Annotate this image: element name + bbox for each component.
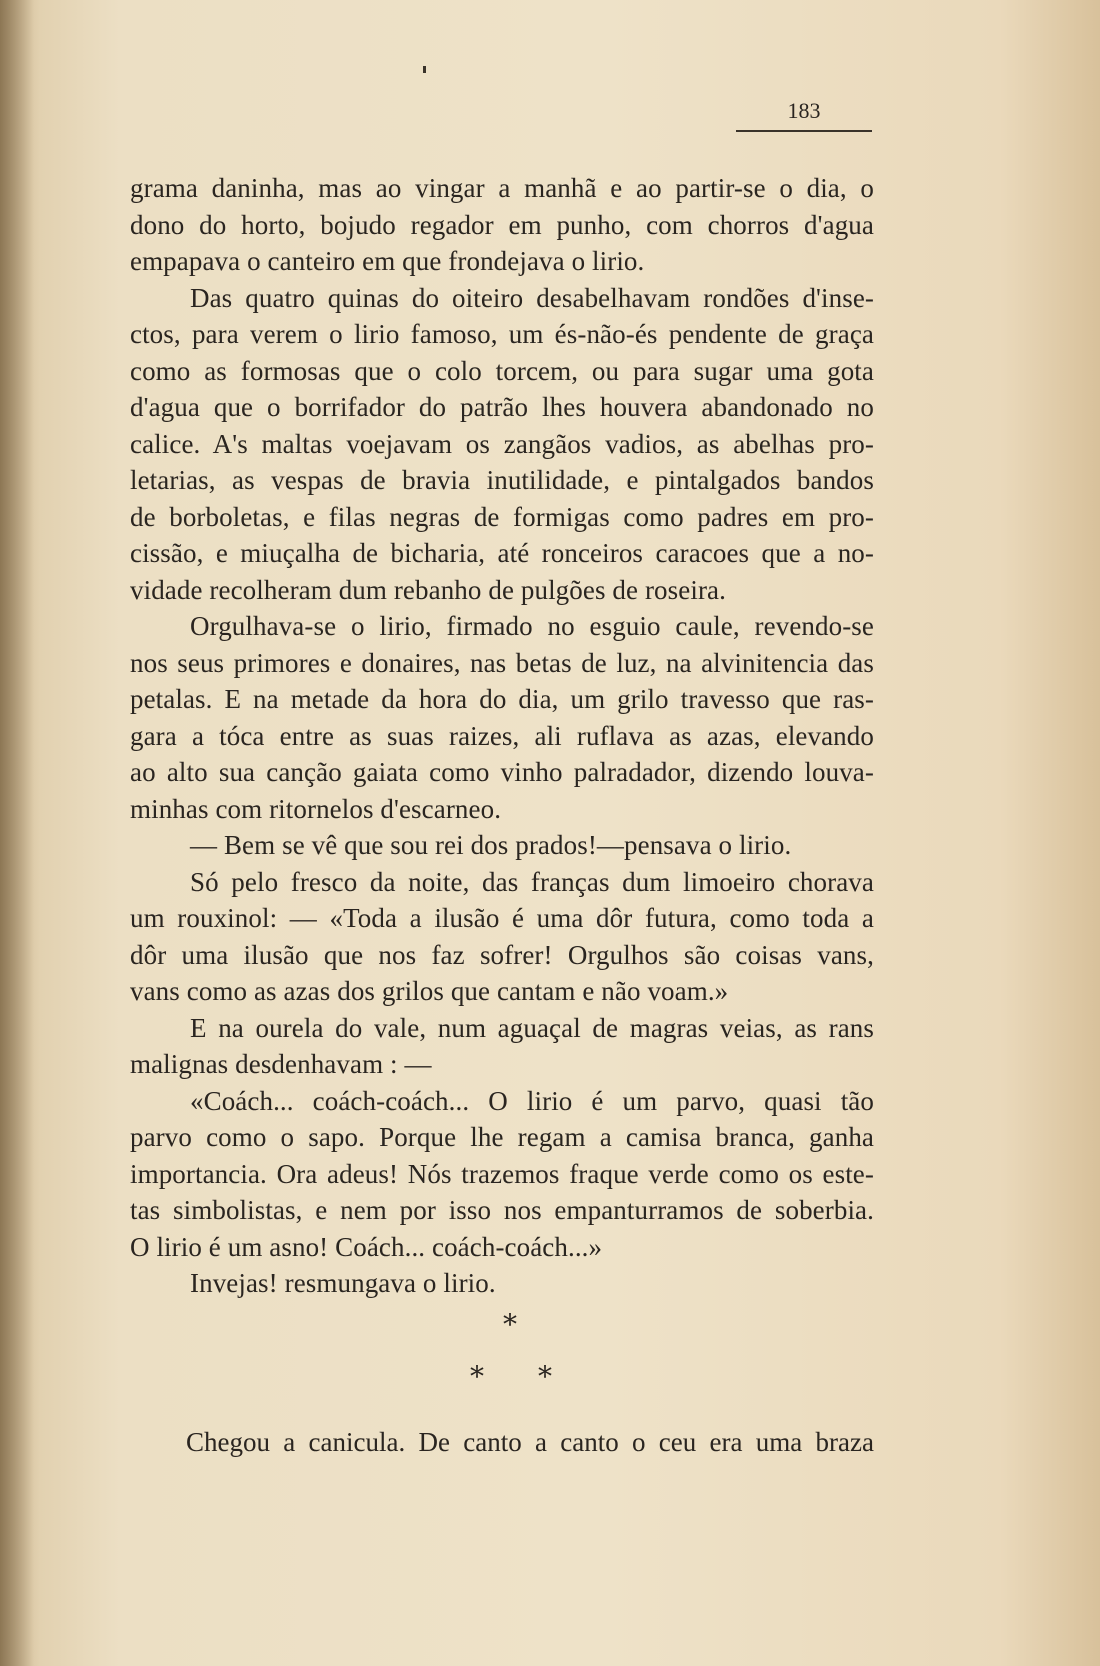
text-line: vans como as azas dos grilos que cantam e não voam.» [130,976,729,1006]
text-line: letarias, as vespas de bravia inutilidade, e pintalgados bandos [130,465,874,495]
text-line: grama daninha, mas ao vingar a manhã e ao partir-se o dia, o [130,173,874,203]
text-line: Orgulhava-se o lirio, firmado no esguio caule, revendo-se [190,611,874,641]
binding-shadow [0,0,34,1666]
text-line: O lirio é um asno! Coách... coách-coách...» [130,1231,603,1262]
ink-mark [423,66,426,73]
text-line: — Bem se vê que sou rei dos prados!—pensava o lirio. [190,830,792,860]
text-line: Das quatro quinas do oiteiro desabelhavam rondões d'inse- [190,282,874,313]
text-line: E na ourela do vale, num aguaçal de magras veias, as rans [190,1012,874,1043]
text-line: nos seus primores e donaires, nas betas de luz, na alvinitencia das [130,647,874,678]
text-line: d'agua que o borrifador do patrão lhes houvera abandonado no [130,392,874,422]
body-text [130,170,874,1302]
text-line: Invejas! resmungava o lirio. [190,1268,496,1298]
text-line: tas simbolistas, e nem por isso nos empanturramos de soberbia. [130,1195,874,1225]
text-line: petalas. E na metade da hora do dia, um grilo travesso que ras- [130,684,874,714]
text-line: calice. A's maltas voejavam os zangãos vadios, as abelhas pro- [130,428,874,459]
text-line: gara a tóca entre as suas raizes, ali ruflava as azas, elevando [130,720,874,751]
text-line: importancia. Ora adeus! Nós trazemos fraque verde como os este- [130,1158,874,1189]
text-line: de borboletas, e filas negras de formigas como padres em pro- [130,501,874,532]
text-line: dono do horto, bojudo regador em punho, com chorros d'agua [130,209,874,240]
text-line: ao alto sua canção gaiata como vinho palradador, dizendo louva- [130,757,874,787]
text-line: um rouxinol: — «Toda a ilusão é uma dôr futura, como toda a [130,903,874,933]
text-line: vidade recolheram dum rebanho de pulgões de roseira. [130,574,726,605]
text-line: malignas desdenhavam : — [130,1049,432,1079]
text-line: empapava o canteiro em que frondejava o lirio. [130,246,645,276]
text-line: como as formosas que o colo torcem, ou para sugar uma gota [130,355,874,386]
final-text-line: Chegou a canicula. De canto a canto o ceu era uma braza [186,1427,874,1457]
text-line: cissão, e miuçalha de bicharia, até ronceiros caracoes que a no- [130,538,874,568]
text-line: «Coách... coách-coách... O lirio é um parvo, quasi tão [190,1085,874,1116]
text-line: dôr uma ilusão que nos faz sofrer! Orgulhos são coisas vans, [130,939,874,970]
text-line: Só pelo fresco da noite, das franças dum limoeiro chorava [190,866,874,897]
asterism-bottom-left: * [470,1360,484,1393]
text-line: ctos, para verem o lirio famoso, um és-não-és pendente de graça [130,319,874,349]
page-number: 183 [736,98,872,132]
asterism-top: * [503,1308,517,1341]
text-line: minhas com ritornelos d'escarneo. [130,793,502,824]
text-line: parvo como o sapo. Porque lhe regam a camisa branca, ganha [130,1122,874,1152]
asterism-bottom-right: * [538,1360,552,1393]
